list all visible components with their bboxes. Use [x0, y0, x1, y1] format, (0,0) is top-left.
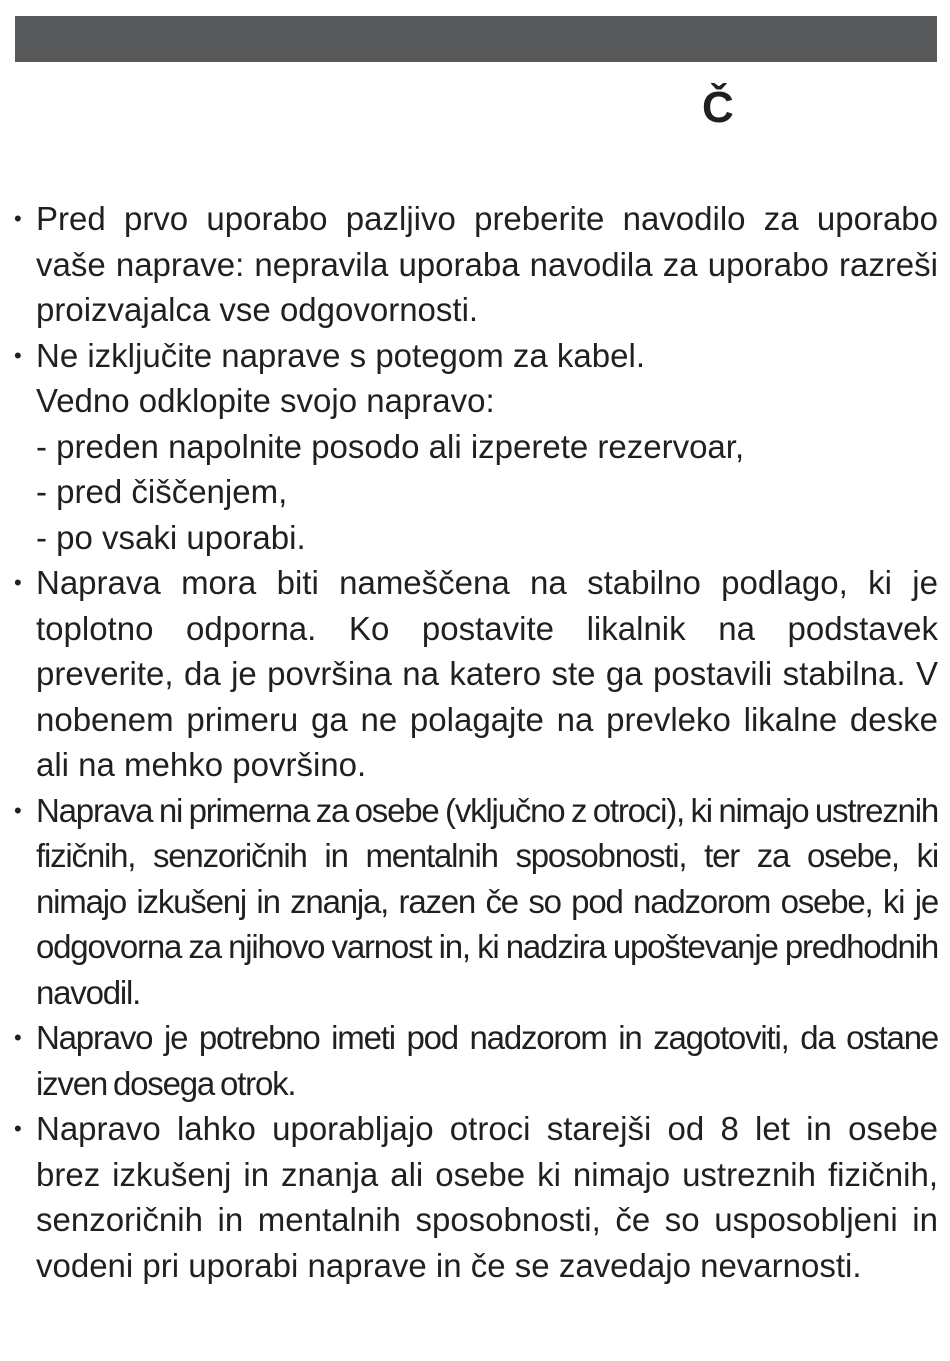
- sub-intro: Vedno odklopite svojo napravo:: [36, 382, 495, 419]
- sub-item: - preden napolnite posodo ali izperete rezervoar,: [36, 427, 745, 465]
- item-text: Napravo lahko uporabljajo otroci starejši od 8 let in osebe brez izkušenj in znanja ali osebe ki nimajo ustreznih fizičnih, senzoričnih in mentalnih sposobnosti, če so usposobljeni in vodeni pri uporabi naprave in če se zavedajo nevarnosti.: [36, 1110, 938, 1284]
- list-item: [14, 1106, 938, 1288]
- item-text: Ne izključite naprave s potegom za kabel.: [36, 336, 645, 374]
- item-text: Pred prvo uporabo pazljivo preberite navodilo za uporabo vaše naprave: nepravila uporaba navodila za uporabo razreši proizvajalca vse odgovornosti.: [36, 200, 938, 328]
- header-bar: [15, 16, 937, 62]
- item-text: Napravo je potrebno imeti pod nadzorom in zagotoviti, da ostane izven dosega otrok.: [36, 1019, 938, 1102]
- sub-item: - pred čiščenjem,: [36, 473, 288, 510]
- bullet: •: [14, 1116, 22, 1141]
- bullet: •: [14, 797, 21, 823]
- sub-item: - po vsaki uporabi.: [36, 518, 306, 556]
- list-item: [14, 1015, 938, 1106]
- list-item: [14, 333, 938, 561]
- bullet: •: [14, 206, 22, 231]
- language-letter: Č: [702, 83, 734, 132]
- list-item: [14, 788, 938, 1016]
- bullet: •: [14, 570, 22, 595]
- bullet: •: [14, 1025, 21, 1050]
- list-item: [14, 560, 938, 788]
- bullet: •: [14, 342, 22, 368]
- list-item: [14, 196, 938, 333]
- item-text: Naprava ni primerna za osebe (vključno z otroci), ki nimajo ustreznih fizičnih, senzoričnih in mentalnih sposobnosti, ter za osebe, ki nimajo izkušenj in znanja, razen če so pod nadzorom osebe, ki je odgovorna za njihovo varnost in, ki nadzira upoštevanje predhodnih navodil.: [36, 791, 938, 1011]
- item-text: Naprava mora biti nameščena na stabilno podlago, ki je toplotno odporna. Ko postavite likalnik na podstavek preverite, da je površina na katero ste ga postavili stabilna. V nobenem primeru ga ne polagajte na prevleko likalne deske ali na mehko površino.: [36, 564, 938, 783]
- safety-instructions: [14, 196, 938, 1288]
